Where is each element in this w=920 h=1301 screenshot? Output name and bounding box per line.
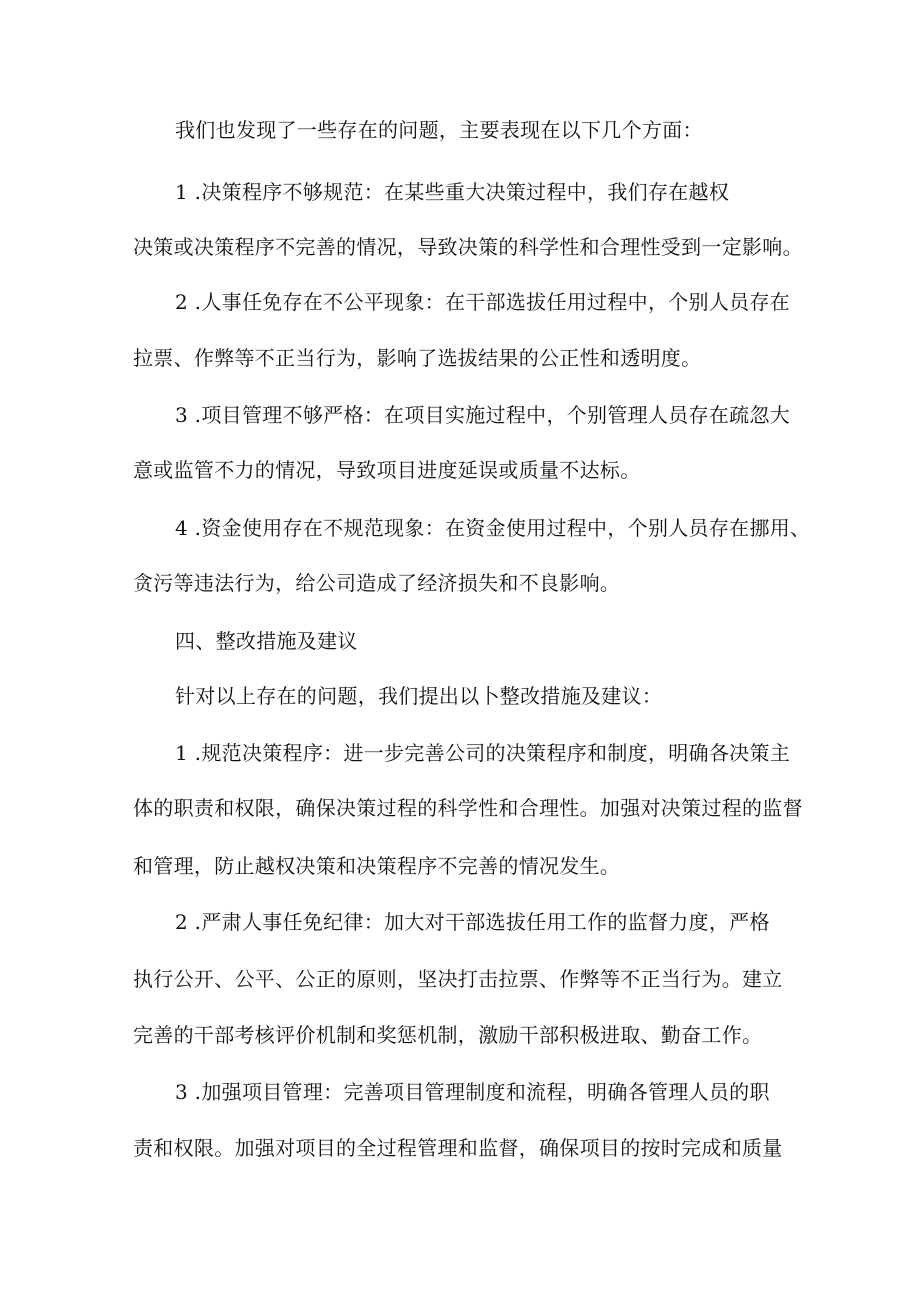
- measures-intro: 针对以上存在的问题，我们提出以卜整改措施及建议：: [175, 684, 663, 708]
- issue-1-line-2: 决策或决策程序不完善的情况，导致决策的科学性和合理性受到一定影响。: [133, 235, 803, 259]
- measure-1-line-2: 体的职责和权限，确保决策过程的科学性和合理性。加强对决策过程的监督: [133, 796, 803, 820]
- measure-2-line-1: 2 .严肃人事任免纪律：加大对干部选拔任用工作的监督力度，严格: [175, 910, 770, 934]
- measure-2-line-3: 完善的干部考核评价机制和奖惩机制，激励干部积极进取、勤奋工作。: [133, 1023, 763, 1047]
- section-heading: 四、整改措施及建议: [175, 629, 358, 653]
- measure-1-line-1: 1 .规范决策程序：进一步完善公司的决策程序和制度，明确各决策主: [175, 741, 791, 765]
- issue-1-line-1: 1 .决策程序不够规范：在某些重大决策过程中，我们存在越权: [175, 180, 730, 204]
- issue-2-line-1: 2 .人事任免存在不公平现象：在干部选拔任用过程中，个别人员存在: [175, 290, 791, 314]
- issue-3-line-2: 意或监管不力的情况，导致项目进度延误或质量不达标。: [133, 458, 641, 482]
- issue-4-line-2: 贪污等违法行为，给公司造成了经济损失和不良影响。: [133, 571, 621, 595]
- measure-2-line-2: 执行公开、公平、公正的原则，坚决打击拉票、作弊等不正当行为。建立: [133, 967, 783, 991]
- issue-3-line-1: 3 .项目管理不够严格：在项目实施过程中，个别管理人员存在疏忽大: [175, 403, 791, 427]
- measure-3-line-1: 3 .加强项目管理：完善项目管理制度和流程，明确各管理人员的职: [175, 1080, 770, 1104]
- issue-4-line-1: 4 .资金使用存在不规范现象：在资金使用过程中，个别人员存在挪用、: [175, 516, 811, 540]
- paragraph-intro: 我们也发现了一些存在的问题，主要表现在以下几个方面：: [175, 118, 703, 142]
- measure-3-line-2: 责和权限。加强对项目的全过程管理和监督，确保项目的按时完成和质量: [133, 1136, 783, 1160]
- issue-2-line-2: 拉票、作弊等不正当行为，影响了选拔结果的公正性和透明度。: [133, 346, 702, 370]
- measure-1-line-3: 和管理，防止越权决策和决策程序不完善的情况发生。: [133, 854, 621, 878]
